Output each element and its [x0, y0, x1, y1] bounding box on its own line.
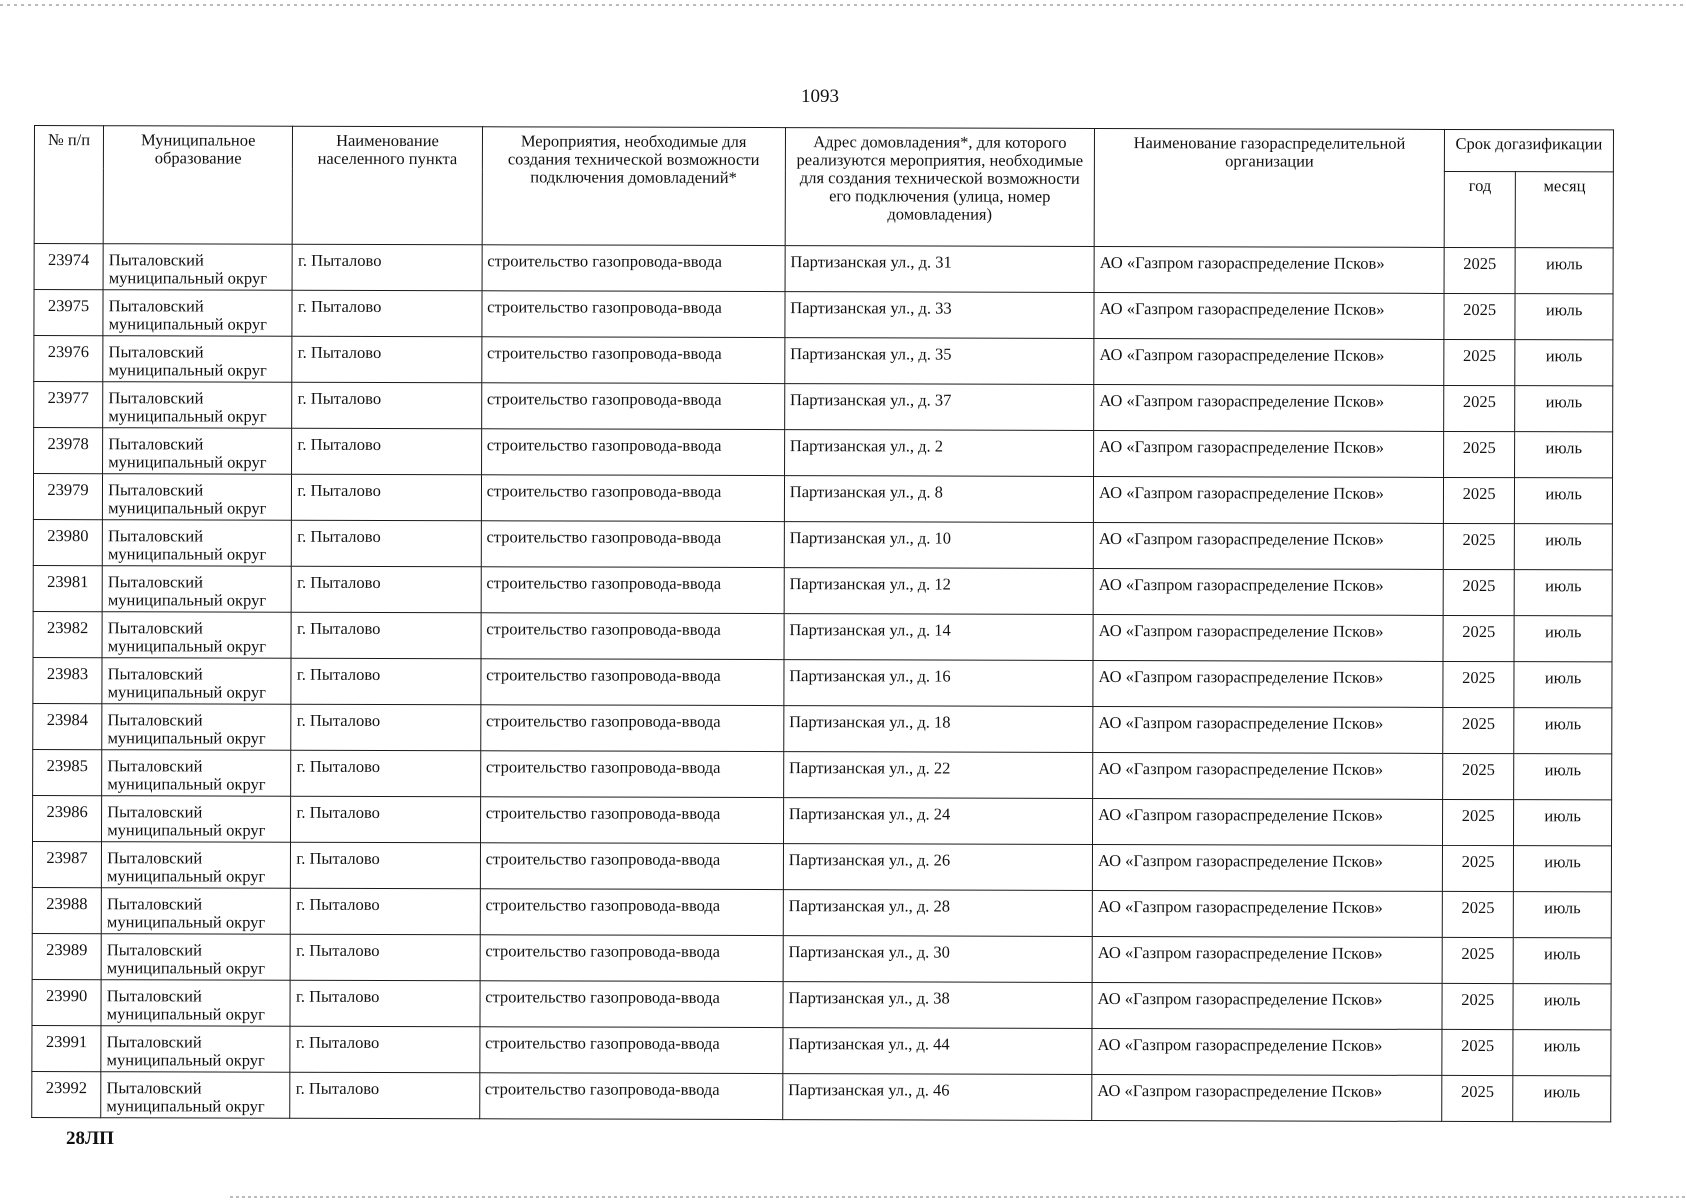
cell-settlement: г. Пыталово [291, 750, 480, 797]
cell-settlement: г. Пыталово [292, 290, 481, 337]
cell-year: 2025 [1443, 753, 1514, 799]
cell-measure: строительство газопровода-ввода [480, 843, 783, 890]
header-organization: Наименование газораспределительной организации [1094, 128, 1444, 247]
scan-edge-top [0, 4, 1686, 6]
header-measures: Мероприятия, необходимые для создания технической возможности подключения домовладений* [482, 127, 786, 246]
cell-year: 2025 [1443, 661, 1514, 707]
cell-year: 2025 [1443, 707, 1514, 753]
cell-num: 23981 [33, 565, 102, 611]
cell-month: июль [1514, 846, 1612, 892]
footer-code: 28ЛП [66, 1128, 114, 1149]
cell-settlement: г. Пыталово [292, 474, 481, 521]
cell-settlement: г. Пыталово [291, 796, 480, 843]
cell-measure: строительство газопровода-ввода [479, 1073, 782, 1120]
table-row [33, 703, 1612, 753]
cell-year: 2025 [1443, 799, 1514, 845]
cell-organization: АО «Газпром газораспределение Псков» [1093, 706, 1443, 753]
cell-num: 23975 [34, 290, 103, 336]
cell-month: июль [1513, 1076, 1611, 1122]
cell-organization: АО «Газпром газораспределение Псков» [1092, 936, 1442, 983]
table-row [32, 1025, 1611, 1075]
cell-year: 2025 [1444, 431, 1515, 477]
cell-measure: строительство газопровода-ввода [480, 889, 783, 936]
cell-address: Партизанская ул., д. 38 [783, 982, 1092, 1029]
cell-measure: строительство газопровода-ввода [480, 935, 783, 982]
table-body [32, 244, 1613, 1122]
cell-address: Партизанская ул., д. 8 [784, 476, 1093, 523]
cell-organization: АО «Газпром газораспределение Псков» [1094, 292, 1444, 339]
cell-settlement: г. Пыталово [290, 980, 479, 1027]
cell-settlement: г. Пыталово [291, 612, 480, 659]
cell-year: 2025 [1443, 569, 1514, 615]
cell-municipality: Пыталовский муниципальный округ [102, 566, 291, 613]
cell-address: Партизанская ул., д. 18 [784, 706, 1093, 753]
cell-organization: АО «Газпром газораспределение Псков» [1093, 798, 1443, 845]
cell-municipality: Пыталовский муниципальный округ [102, 612, 291, 659]
cell-settlement: г. Пыталово [291, 934, 480, 981]
header-address: Адрес домовладения*, для которого реализуются мероприятия, необходимые для создания технической возможности его подключения (улица, номер домовладения) [785, 128, 1095, 247]
table-row [32, 841, 1611, 891]
cell-organization: АО «Газпром газораспределение Псков» [1093, 568, 1443, 615]
header-year: год [1444, 171, 1515, 247]
table-row [34, 382, 1613, 432]
cell-month: июль [1514, 616, 1612, 662]
cell-measure: строительство газопровода-ввода [481, 659, 784, 706]
cell-settlement: г. Пыталово [291, 888, 480, 935]
cell-num: 23985 [33, 749, 102, 795]
cell-month: июль [1513, 984, 1611, 1030]
cell-measure: строительство газопровода-ввода [481, 383, 784, 430]
table-row [32, 795, 1611, 845]
cell-num: 23988 [32, 887, 101, 933]
cell-month: июль [1513, 938, 1611, 984]
cell-municipality: Пыталовский муниципальный округ [102, 842, 291, 889]
cell-organization: АО «Газпром газораспределение Псков» [1094, 338, 1444, 385]
cell-address: Партизанская ул., д. 22 [783, 752, 1092, 799]
table-row [32, 979, 1611, 1029]
cell-num: 23992 [32, 1071, 101, 1117]
cell-organization: АО «Газпром газораспределение Псков» [1092, 844, 1442, 891]
cell-municipality: Пыталовский муниципальный округ [102, 704, 291, 751]
cell-month: июль [1515, 386, 1613, 432]
cell-measure: строительство газопровода-ввода [482, 245, 785, 292]
cell-measure: строительство газопровода-ввода [481, 429, 784, 476]
cell-municipality: Пыталовский муниципальный округ [103, 382, 292, 429]
cell-measure: строительство газопровода-ввода [481, 337, 784, 384]
cell-month: июль [1515, 248, 1613, 294]
cell-month: июль [1514, 754, 1612, 800]
cell-settlement: г. Пыталово [291, 704, 480, 751]
cell-municipality: Пыталовский муниципальный округ [103, 290, 292, 337]
table-row [33, 749, 1612, 799]
cell-month: июль [1515, 294, 1613, 340]
header-deadline: Срок догазификации [1444, 129, 1613, 171]
table-row [32, 1071, 1611, 1121]
cell-settlement: г. Пыталово [290, 1026, 479, 1073]
cell-organization: АО «Газпром газораспределение Псков» [1094, 384, 1444, 431]
cell-num: 23989 [32, 933, 101, 979]
gasification-table [31, 125, 1614, 1122]
cell-year: 2025 [1444, 293, 1515, 339]
cell-num: 23982 [33, 611, 102, 657]
cell-address: Партизанская ул., д. 16 [784, 660, 1093, 707]
cell-num: 23980 [33, 519, 102, 565]
cell-month: июль [1514, 662, 1612, 708]
cell-address: Партизанская ул., д. 14 [784, 614, 1093, 661]
cell-municipality: Пыталовский муниципальный округ [102, 796, 291, 843]
cell-organization: АО «Газпром газораспределение Псков» [1093, 752, 1443, 799]
header-settlement: Наименование населенного пункта [293, 126, 483, 245]
cell-settlement: г. Пыталово [292, 566, 481, 613]
table-row [33, 565, 1612, 615]
cell-address: Партизанская ул., д. 46 [783, 1074, 1092, 1121]
cell-num: 23991 [32, 1025, 101, 1071]
cell-num: 23983 [33, 657, 102, 703]
cell-year: 2025 [1442, 891, 1513, 937]
cell-organization: АО «Газпром газораспределение Псков» [1094, 246, 1444, 293]
cell-month: июль [1514, 570, 1612, 616]
cell-month: июль [1515, 340, 1613, 386]
cell-address: Партизанская ул., д. 10 [784, 522, 1093, 569]
cell-address: Партизанская ул., д. 2 [784, 430, 1093, 477]
table-row [34, 290, 1613, 340]
cell-address: Партизанская ул., д. 30 [783, 936, 1092, 983]
cell-organization: АО «Газпром газораспределение Псков» [1093, 614, 1443, 661]
table-header [34, 126, 1613, 248]
cell-month: июль [1514, 800, 1612, 846]
cell-address: Партизанская ул., д. 24 [783, 798, 1092, 845]
cell-year: 2025 [1443, 523, 1514, 569]
scan-edge-bottom [230, 1196, 1686, 1198]
cell-organization: АО «Газпром газораспределение Псков» [1092, 1074, 1442, 1121]
cell-organization: АО «Газпром газораспределение Псков» [1093, 660, 1443, 707]
cell-num: 23976 [34, 336, 103, 382]
cell-measure: строительство газопровода-ввода [480, 705, 783, 752]
cell-measure: строительство газопровода-ввода [480, 797, 783, 844]
table-row [34, 244, 1613, 294]
cell-measure: строительство газопровода-ввода [481, 567, 784, 614]
cell-month: июль [1515, 432, 1613, 478]
cell-year: 2025 [1442, 983, 1513, 1029]
cell-settlement: г. Пыталово [291, 658, 480, 705]
cell-year: 2025 [1444, 339, 1515, 385]
cell-num: 23979 [33, 474, 102, 520]
cell-municipality: Пыталовский муниципальный округ [101, 980, 290, 1027]
cell-municipality: Пыталовский муниципальный округ [102, 520, 291, 567]
cell-organization: АО «Газпром газораспределение Псков» [1093, 522, 1443, 569]
table-row [33, 611, 1612, 661]
cell-num: 23984 [33, 703, 102, 749]
cell-address: Партизанская ул., д. 12 [784, 568, 1093, 615]
cell-year: 2025 [1442, 845, 1513, 891]
cell-organization: АО «Газпром газораспределение Псков» [1092, 982, 1442, 1029]
cell-municipality: Пыталовский муниципальный округ [102, 658, 291, 705]
cell-measure: строительство газопровода-ввода [481, 475, 784, 522]
table-row [34, 428, 1613, 478]
table-row [32, 887, 1611, 937]
cell-settlement: г. Пыталово [292, 244, 481, 291]
cell-settlement: г. Пыталово [290, 1072, 479, 1119]
cell-year: 2025 [1442, 1075, 1513, 1121]
table-row [33, 519, 1612, 569]
cell-num: 23974 [34, 244, 103, 290]
cell-address: Партизанская ул., д. 28 [783, 890, 1092, 937]
cell-settlement: г. Пыталово [292, 428, 481, 475]
cell-municipality: Пыталовский муниципальный округ [102, 750, 291, 797]
cell-settlement: г. Пыталово [291, 842, 480, 889]
cell-organization: АО «Газпром газораспределение Псков» [1092, 890, 1442, 937]
cell-address: Партизанская ул., д. 44 [783, 1028, 1092, 1075]
cell-municipality: Пыталовский муниципальный округ [103, 336, 292, 383]
cell-num: 23987 [32, 841, 101, 887]
cell-year: 2025 [1444, 247, 1515, 293]
table-row [33, 657, 1612, 707]
cell-municipality: Пыталовский муниципальный округ [101, 934, 290, 981]
cell-address: Партизанская ул., д. 26 [783, 844, 1092, 891]
cell-settlement: г. Пыталово [292, 520, 481, 567]
cell-municipality: Пыталовский муниципальный округ [103, 474, 292, 521]
cell-settlement: г. Пыталово [292, 382, 481, 429]
cell-municipality: Пыталовский муниципальный округ [103, 428, 292, 475]
cell-month: июль [1514, 892, 1612, 938]
cell-measure: строительство газопровода-ввода [480, 981, 783, 1028]
cell-organization: АО «Газпром газораспределение Псков» [1092, 1028, 1442, 1075]
cell-measure: строительство газопровода-ввода [479, 1027, 782, 1074]
cell-year: 2025 [1442, 1029, 1513, 1075]
cell-year: 2025 [1443, 615, 1514, 661]
cell-num: 23977 [34, 382, 103, 428]
cell-measure: строительство газопровода-ввода [482, 291, 785, 338]
cell-month: июль [1513, 1030, 1611, 1076]
cell-municipality: Пыталовский муниципальный округ [103, 244, 292, 291]
header-month: месяц [1515, 172, 1613, 248]
cell-measure: строительство газопровода-ввода [481, 613, 784, 660]
cell-address: Партизанская ул., д. 37 [784, 384, 1093, 431]
table-row [34, 336, 1613, 386]
header-num: № п/п [34, 126, 104, 244]
cell-settlement: г. Пыталово [292, 336, 481, 383]
cell-year: 2025 [1443, 477, 1514, 523]
table-row [32, 933, 1611, 983]
cell-organization: АО «Газпром газораспределение Псков» [1093, 476, 1443, 523]
cell-num: 23986 [32, 795, 101, 841]
cell-year: 2025 [1442, 937, 1513, 983]
cell-measure: строительство газопровода-ввода [481, 521, 784, 568]
cell-month: июль [1515, 524, 1613, 570]
cell-measure: строительство газопровода-ввода [480, 751, 783, 798]
table-row [33, 474, 1612, 524]
cell-organization: АО «Газпром газораспределение Псков» [1094, 430, 1444, 477]
cell-num: 23978 [34, 428, 103, 474]
cell-address: Партизанская ул., д. 35 [785, 338, 1094, 385]
cell-address: Партизанская ул., д. 31 [785, 246, 1094, 293]
cell-year: 2025 [1444, 385, 1515, 431]
cell-municipality: Пыталовский муниципальный округ [101, 888, 290, 935]
cell-municipality: Пыталовский муниципальный округ [101, 1026, 290, 1073]
header-municipality: Муниципальное образование [103, 126, 293, 245]
cell-month: июль [1515, 478, 1613, 524]
cell-num: 23990 [32, 979, 101, 1025]
cell-month: июль [1514, 708, 1612, 754]
page-number: 1093 [801, 86, 839, 107]
cell-municipality: Пыталовский муниципальный округ [101, 1072, 290, 1119]
cell-address: Партизанская ул., д. 33 [785, 292, 1094, 339]
